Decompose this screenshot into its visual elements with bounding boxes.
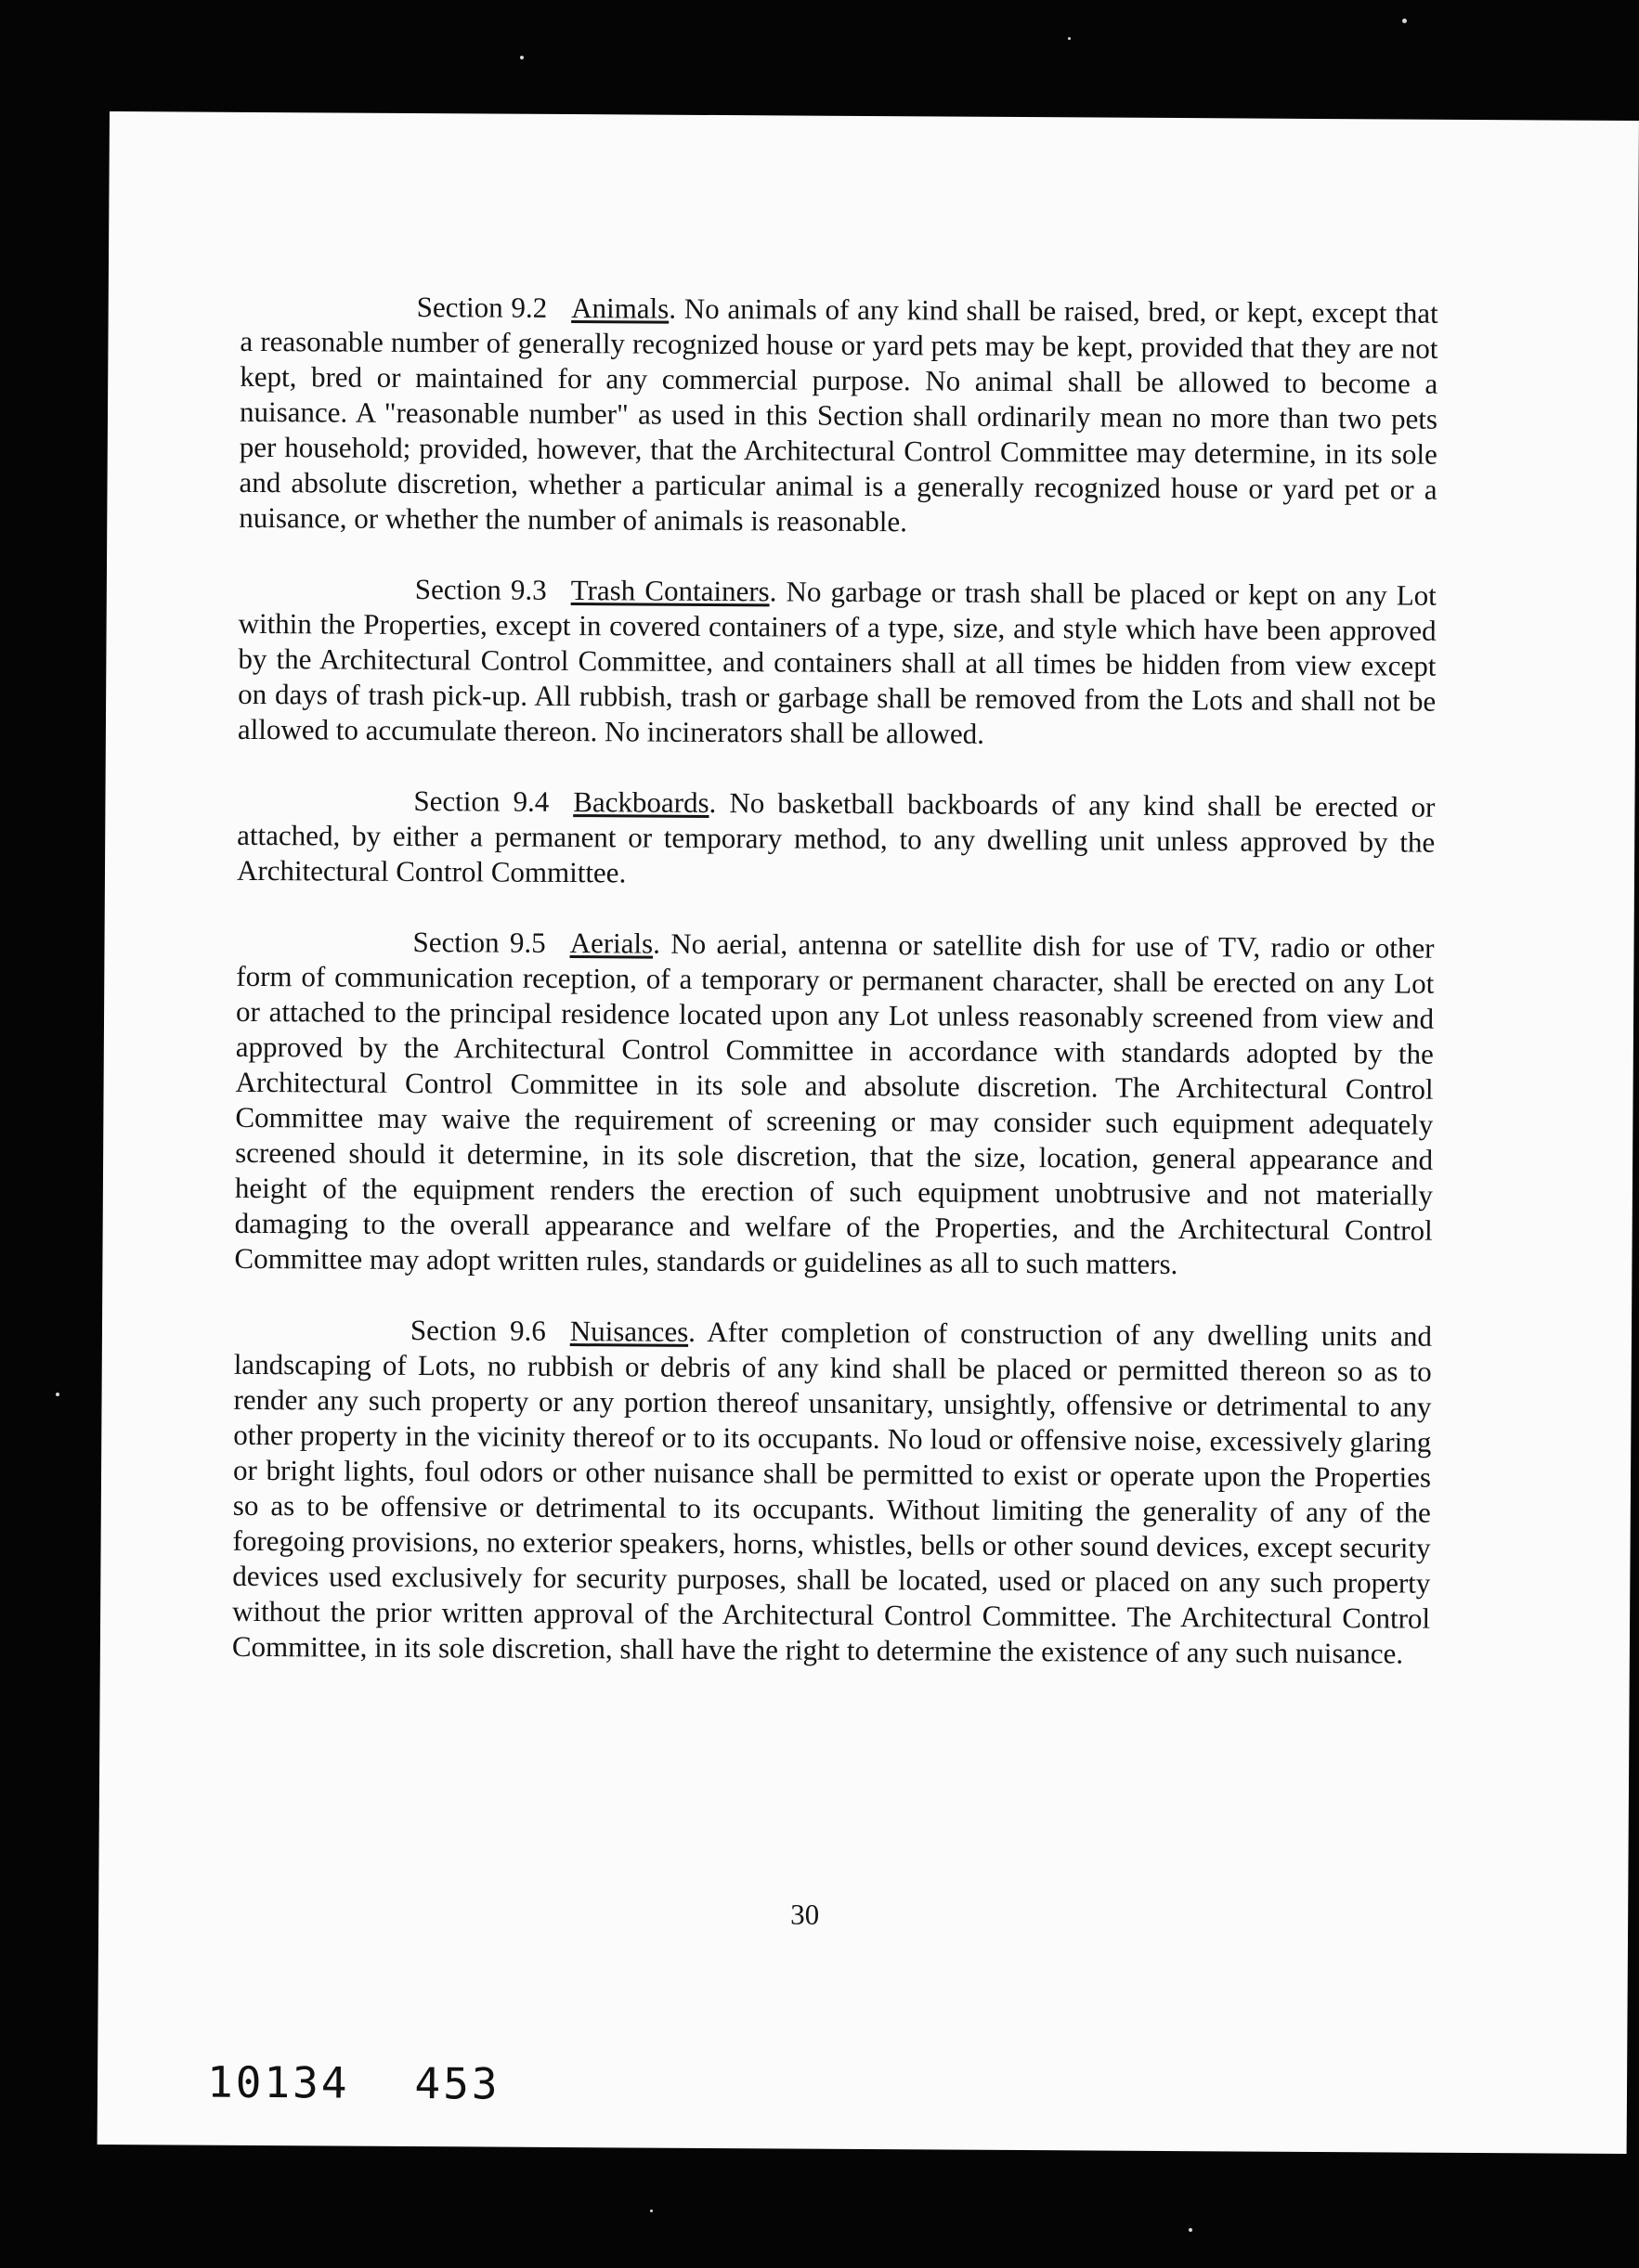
section-label: Section 9.3 (414, 573, 547, 606)
section-label: Section 9.5 (412, 926, 546, 959)
section-heading: Animals (571, 292, 670, 325)
section-body: . No basketball backboards of any kind shall be erected or attached, by either a permanent or temporary method, to any dwelling unit unless approved by the Architectural Control Committee. (236, 785, 1436, 889)
section-body: . After completion of construction of any dwelling units and landscaping of Lots, no rubbish or debris of any kind shall be placed or permitted thereon so as to render any such property or any portion thereof unsanitary, unsightly, offensive or detrimental to any other property in the vicinity thereof or to its occupants. No loud or offensive noise, excessively glaring or bright lights, foul odors or other nuisance shall be permitted to exist or operate upon the Properties so as to be offensive or detrimental to its occupants. Without limiting the generality of any of the foregoing provisions, no exterior speakers, horns, whistles, bells or other sound devices, except security devices used exclusively for security purposes, shall be located, used or placed on any such property without the prior written approval of the Architectural Control Committee. The Architectural Control Committee, in its sole discretion, shall have the right to determine the existence of any such nuisance. (231, 1315, 1433, 1670)
scan-speck (520, 56, 524, 59)
section-9-5 (234, 924, 1434, 1284)
document-reference-numbers (207, 2057, 566, 2109)
section-9-3 (238, 571, 1437, 755)
section-label: Section 9.6 (410, 1314, 546, 1347)
section-label: Section 9.2 (416, 291, 548, 324)
section-body: . No aerial, antenna or satellite dish for use of TV, radio or other form of communication reception, of a temporary or permanent character, shall be erected on any Lot or attached to the principal residence located upon any Lot unless reasonably screened from view and approved by the Architectural Control Committee in accordance with standards adopted by the Architectural Control Committee in its sole and absolute discretion. The Architectural Control Committee may waive the requirement of screening or may consider such equipment adequately screened should it determine, in its sole discretion, that the size, location, general appearance and height of the equipment renders the erection of such equipment unobtrusive and not materially damaging to the overall appearance and welfare of the Properties, and the Architectural Control Committee may adopt written rules, standards or guidelines as all to such matters. (234, 927, 1435, 1281)
section-heading: Aerials (569, 927, 654, 960)
page-number: 30 (790, 1898, 820, 1931)
section-heading: Nuisances (569, 1315, 689, 1348)
section-heading: Trash Containers (570, 574, 770, 608)
section-label: Section 9.4 (413, 784, 550, 818)
page-reference-number: 453 (414, 2058, 501, 2109)
section-heading: Backboards (573, 785, 709, 819)
section-9-4 (237, 783, 1436, 896)
section-body: . No garbage or trash shall be placed or kept on any Lot within the Properties, except in covered containers of a type, size, and style which have been approved by the Architectural Control Committee, and containers shall at all times be hidden from view except on days of trash pick-up. All rubbish, trash or garbage shall be removed from the Lots and shall not be allowed to accumulate thereon. No incinerators shall be allowed. (237, 575, 1437, 750)
document-body (232, 289, 1438, 1707)
scan-speck (56, 1393, 59, 1396)
scan-speck (650, 2210, 653, 2212)
scan-speck (1402, 19, 1407, 23)
scan-speck (1189, 2228, 1192, 2232)
section-body: . No animals of any kind shall be raised, bred, or kept, except that a reasonable number of generally recognized house or yard pets may be kept, provided that they are not kept, bred or maintained for any commercial purpose. No animal shall be allowed to become a nuisance. A "reasonable number" as used in this Section shall ordinarily mean no more than two pets per household; provided, however, that the Architectural Control Committee may determine, in its sole and absolute discretion, whether a particular animal is a generally recognized house or yard pet or a nuisance, or whether the number of animals is reasonable. (239, 292, 1438, 538)
section-9-6 (232, 1312, 1432, 1672)
book-number: 10134 (206, 2056, 350, 2108)
document-page (98, 111, 1639, 2154)
section-9-2 (239, 289, 1438, 543)
scan-speck (1068, 37, 1071, 40)
